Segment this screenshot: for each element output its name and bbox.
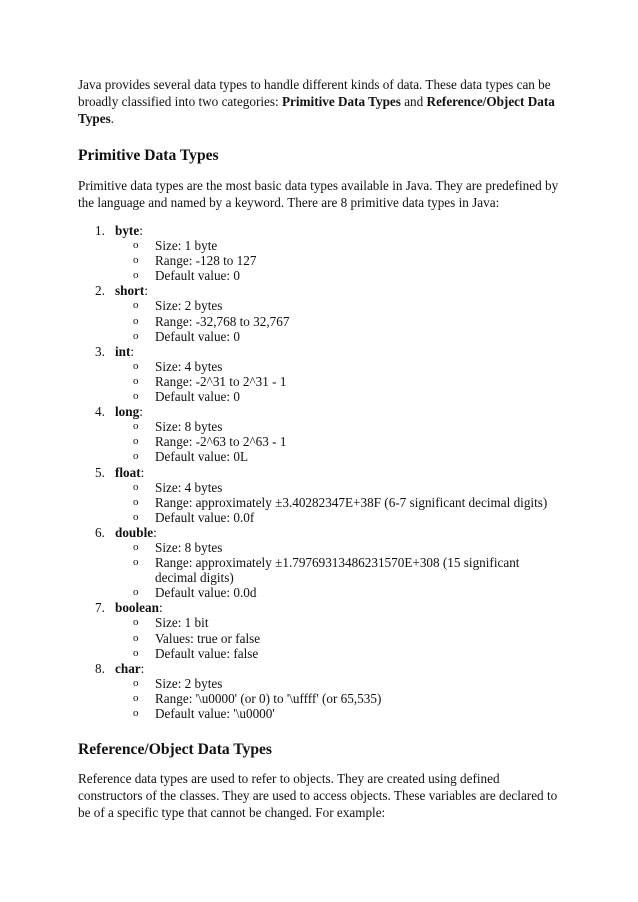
type-prop-text: Range: -32,768 to 32,767 [155,313,290,329]
type-props-list [115,238,562,283]
type-item-number: 7. [95,600,105,616]
type-item-number: 6. [95,524,105,540]
type-prop-text: Default value: 0L [155,449,249,465]
type-prop-text: Size: 2 bytes [155,298,223,314]
type-item-name: long [115,404,140,420]
type-prop-text: Default value: false [155,645,259,661]
type-prop-text: Range: '\u0000' (or 0) to '\uffff' (or 65,535) [155,690,382,706]
intro-bold-primitive: Primitive Data Types [281,94,401,109]
type-item-name: boolean [115,600,159,616]
type-prop-item [115,540,562,555]
type-prop-item [115,329,562,344]
type-item-number: 8. [95,660,105,676]
type-item-int: 3. int: o Size: 4 bytes o Range: -2^31 to 2^31 - 1 o Default value: 0 [78,344,562,404]
type-item-double: 6. double: o Size: 8 bytes o Range: approximately ±1.79769313486231570E+308 (15 significant decimal digits) o Default value: 0.0d [78,525,562,600]
circle-bullet-icon: o [133,329,139,342]
intro-bold-reference: Reference/Object Data Types [78,94,555,126]
circle-bullet-icon: o [133,359,139,372]
type-prop-item [115,555,562,585]
type-item-number: 4. [95,404,105,420]
circle-bullet-icon: o [133,254,139,267]
circle-bullet-icon: o [133,480,139,493]
type-props-list [115,419,562,464]
circle-bullet-icon: o [133,450,139,463]
type-prop-item [115,646,562,661]
type-prop-text: Range: -128 to 127 [155,253,257,269]
type-prop-text: Size: 4 bytes [155,358,223,374]
type-item-name: int [115,343,131,359]
circle-bullet-icon: o [133,540,139,553]
type-item-boolean: 7. boolean: o Size: 1 bit o Values: true or false o Default value: false [78,600,562,660]
type-item-name: double [115,524,154,540]
type-props-list [115,480,562,525]
circle-bullet-icon: o [133,691,139,704]
type-prop-item [115,480,562,495]
circle-bullet-icon: o [133,435,139,448]
type-prop-item [115,615,562,630]
type-item-number: 5. [95,464,105,480]
type-item-long: 4. long: o Size: 8 bytes o Range: -2^63 to 2^63 - 1 o Default value: 0L [78,404,562,464]
reference-paragraph: Reference data types are used to refer to objects. They are created using defined constructors of the classes. They are used to access objects. These variables are declared to be of a specific type that cannot be changed. For example: [78,771,558,821]
type-prop-text: Range: -2^63 to 2^63 - 1 [155,434,287,450]
type-item-name: float [115,464,141,480]
circle-bullet-icon: o [133,299,139,312]
primitive-heading: Primitive Data Types [78,147,219,164]
circle-bullet-icon: o [133,390,139,403]
type-item-number: 3. [95,343,105,359]
type-prop-item [115,510,562,525]
circle-bullet-icon: o [133,707,139,719]
intro-text-between: and [400,94,427,109]
type-props-list [115,615,562,660]
type-item-name: short [115,283,145,299]
type-prop-item [115,374,562,389]
type-prop-text: Size: 2 bytes [155,675,223,691]
type-props-list [115,540,562,600]
type-prop-text: Size: 1 bit [155,615,209,631]
type-prop-text: Size: 1 byte [155,238,218,254]
type-prop-item [115,585,562,600]
type-prop-text: Default value: 0.0d [155,585,257,601]
intro-text-after: . [110,111,115,126]
intro-paragraph [78,76,562,127]
circle-bullet-icon: o [133,239,139,252]
type-props-list [115,676,562,721]
type-item-float: 5. float: o Size: 4 bytes o Range: approximately ±3.40282347E+38F (6-7 significant decimal digits) o Default value: 0.0f [78,465,562,525]
type-prop-item [115,314,562,329]
circle-bullet-icon: o [133,420,139,433]
type-item-char: 8. char: o Size: 2 bytes o Range: '\u0000' (or 0) to '\uffff' (or 65,535) o Default value: '\u0000' [78,661,562,721]
type-prop-text: Default value: 0 [155,389,240,405]
type-prop-item [115,389,562,404]
primitive-type-list [78,223,562,721]
type-prop-text: Default value: 0 [155,268,240,284]
circle-bullet-icon: o [133,586,139,599]
type-prop-item [115,434,562,449]
type-prop-text: Size: 8 bytes [155,419,223,435]
type-prop-text: Default value: 0 [155,328,240,344]
circle-bullet-icon: o [133,269,139,282]
primitive-paragraph: Primitive data types are the most basic data types available in Java. They are predefined by the language and named by a keyword. There are 8 primitive data types in Java: [78,178,559,210]
intro-text-before: Java provides several data types to handle different kinds of data. These data types can be broadly classified into two categories: [78,77,551,109]
type-prop-item [115,359,562,374]
type-prop-item [115,495,562,510]
type-prop-text: Default value: 0.0f [155,509,255,525]
document-page [78,76,562,821]
type-item-number: 1. [95,223,105,238]
type-item-name: char [115,660,141,676]
type-prop-text: Range: approximately ±1.79769313486231570E+308 (15 significant decimal digits) [155,555,520,586]
type-prop-item [115,691,562,706]
type-prop-text: Size: 8 bytes [155,539,223,555]
type-prop-item [115,631,562,646]
reference-heading: Reference/Object Data Types [78,741,272,759]
type-prop-text: Default value: '\u0000' [155,706,275,721]
type-prop-item [115,268,562,283]
circle-bullet-icon: o [133,676,139,689]
type-prop-text: Values: true or false [155,630,261,646]
type-prop-item [115,419,562,434]
type-prop-text: Size: 4 bytes [155,479,223,495]
circle-bullet-icon: o [133,616,139,629]
type-prop-item [115,298,562,313]
circle-bullet-icon: o [133,556,139,569]
circle-bullet-icon: o [133,495,139,508]
type-props-list [115,359,562,404]
type-prop-item [115,676,562,691]
type-item-number: 2. [95,283,105,299]
type-props-list [115,298,562,343]
type-item-short: 2. short: o Size: 2 bytes o Range: -32,768 to 32,767 o Default value: 0 [78,283,562,343]
type-prop-item [115,706,562,721]
circle-bullet-icon: o [133,646,139,659]
circle-bullet-icon: o [133,510,139,523]
type-prop-item [115,253,562,268]
circle-bullet-icon: o [133,374,139,387]
type-prop-item [115,238,562,253]
type-item-name: byte [115,223,140,238]
type-item-byte: 1. byte: o Size: 1 byte o Range: -128 to 127 o Default value: 0 [78,223,562,283]
circle-bullet-icon: o [133,314,139,327]
type-prop-text: Range: -2^31 to 2^31 - 1 [155,373,287,389]
type-prop-item [115,449,562,464]
circle-bullet-icon: o [133,631,139,644]
type-prop-text: Range: approximately ±3.40282347E+38F (6-7 significant decimal digits) [155,494,548,510]
